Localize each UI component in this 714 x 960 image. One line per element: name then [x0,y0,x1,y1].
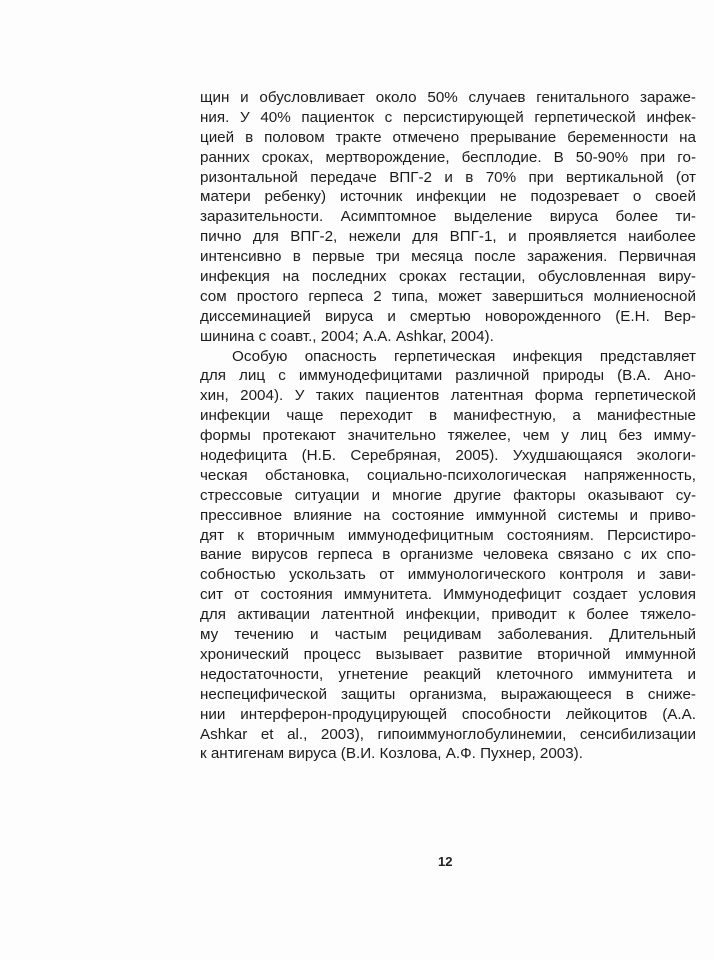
text-line: сит от состояния иммунитета. Иммунодефицит создает условия [200,586,696,604]
text-line: инфекции чаще переходит в манифестную, а манифестные [200,407,696,425]
text-line: заразительности. Асимптомное выделение вируса более ти- [200,208,696,226]
text-line: формы протекают значительно тяжелее, чем у лиц без имму- [200,427,696,445]
text-line: недостаточности, угнетение реакций клеточного иммунитета и [200,665,696,683]
text-line: неспецифической защиты организма, выражающееся в сниже- [200,685,696,703]
page-number: 12 [438,854,453,869]
text-line: стрессовые ситуации и многие другие факторы оказывают су- [200,486,696,504]
text-line: ранних сроках, мертворождение, бесплодие. В 50-90% при го- [200,148,696,166]
text-line: хин, 2004). У таких пациентов латентная форма герпетической [200,387,696,405]
text-line: щин и обусловливает около 50% случаев генитального зараже- [200,89,696,106]
text-line: хронический процесс вызывает развитие вторичной иммунной [200,645,696,663]
text-line: Особую опасность герпетическая инфекция представляет [232,347,696,365]
text-line: диссеминацией вируса и смертью новорожденного (Е.Н. Вер- [200,307,696,325]
text-line: для лиц с иммунодефицитами различной природы (В.А. Ано- [200,367,696,385]
text-line: нии интерферон-продуцирующей способности лейкоцитов (А.А. [200,705,696,723]
text-line: му течению и частым рецидивам заболевания. Длительный [200,626,696,644]
text-line: дят к вторичным иммунодефицитным состояниям. Персистиро- [200,526,696,544]
text-line: инфекция на последних сроках гестации, обусловленная виру- [200,268,696,286]
text-line: ческая обстановка, социально-психологическая напряженность, [200,466,696,484]
text-line: Ashkar et al., 2003), гипоиммуноглобулинемии, сенсибилизации [200,725,696,743]
text-line: вание вирусов герпеса в организме человека связано с их спо- [200,546,696,564]
text-line: интенсивно в первые три месяца после заражения. Первичная [200,248,696,266]
text-line: прессивное влияние на состояние иммунной системы и приво- [200,506,696,524]
text-line: ния. У 40% пациенток с персистирующей герпетической инфек- [200,108,696,126]
text-line: собностью ускользать от иммунологического контроля и зави- [200,566,696,584]
text-line: нодефицита (Н.Б. Серебряная, 2005). Ухудшающаяся экологи- [200,447,696,465]
text-line: для активации латентной инфекции, приводит к более тяжело- [200,606,696,624]
text-line: сом простого герпеса 2 типа, может завершиться молниеносной [200,287,696,305]
paragraph-1 [200,88,696,347]
text-line: шинина с соавт., 2004; А.А. Ashkar, 2004). [200,327,494,345]
text-line: ризонтальной передаче ВПГ-2 и в 70% при вертикальной (от [200,168,696,186]
paragraph-2 [200,347,696,765]
text-line: цией в половом тракте отмечено прерывание беременности на [200,128,696,146]
text-line: матери ребенку) источник инфекции не подозревает о своей [200,188,696,206]
text-line: пично для ВПГ-2, нежели для ВПГ-1, и проявляется наиболее [200,228,696,246]
text-line: к антигенам вируса (В.И. Козлова, А.Ф. Пухнер, 2003). [200,745,583,763]
body-text [200,88,696,764]
